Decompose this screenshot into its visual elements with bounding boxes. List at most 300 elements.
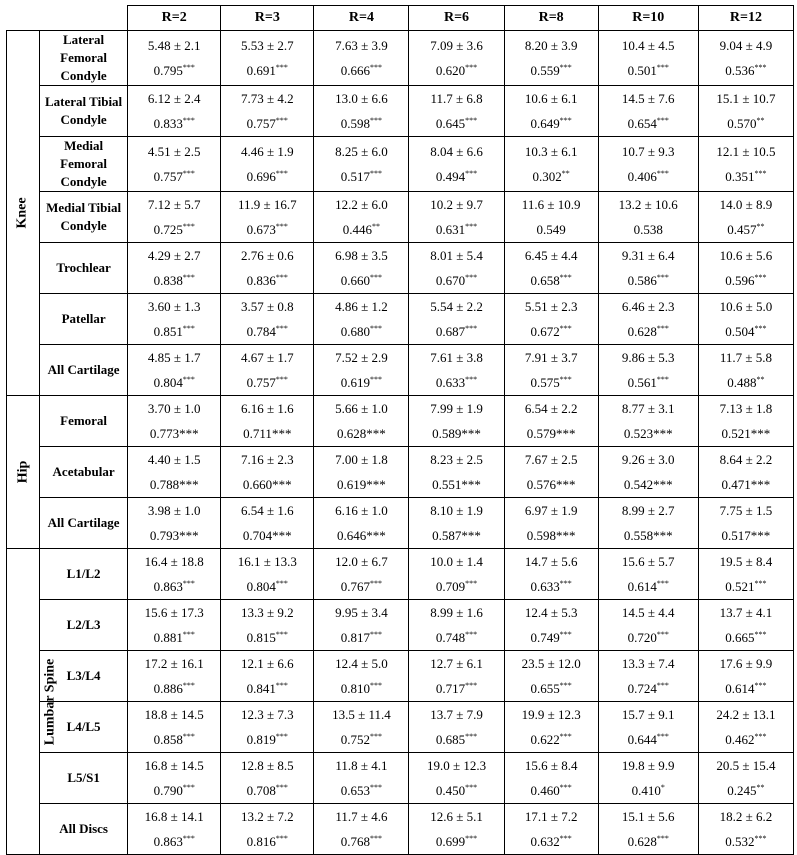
- data-cell: [598, 86, 698, 137]
- data-cell: [221, 137, 314, 192]
- table-row: [7, 31, 794, 86]
- correlation-value: 0.749: [530, 630, 560, 645]
- significance-stars: ***: [182, 324, 195, 333]
- cell-correlation: [128, 523, 220, 548]
- correlation-value: 0.757: [153, 169, 183, 184]
- table-row: [7, 396, 794, 447]
- significance-stars: ***: [656, 681, 669, 690]
- significance-stars: **: [372, 222, 381, 231]
- correlation-value: 0.752: [340, 732, 371, 747]
- significance-stars: ***: [754, 681, 767, 690]
- data-cell: [314, 294, 409, 345]
- significance-stars: ***: [275, 324, 288, 333]
- row-label: Trochlear: [40, 243, 128, 294]
- table-row: [7, 447, 794, 498]
- significance-stars: ***: [366, 426, 386, 441]
- data-cell: [504, 31, 598, 86]
- significance-stars: ***: [465, 222, 478, 231]
- data-cell: [698, 345, 793, 396]
- cell-correlation: [409, 164, 503, 189]
- cell-correlation: [599, 421, 698, 446]
- correlation-value: 0.858: [153, 732, 183, 747]
- cell-correlation: [128, 421, 220, 446]
- cell-correlation: [505, 370, 598, 395]
- cell-mean-sd: 20.5 ± 15.4: [716, 758, 776, 773]
- significance-stars: ***: [182, 63, 195, 72]
- cell-correlation: [314, 472, 408, 497]
- data-cell: [504, 345, 598, 396]
- cell-mean-sd: 10.2 ± 9.7: [430, 197, 483, 212]
- data-cell: [409, 702, 504, 753]
- row-label: L1/L2: [40, 549, 128, 600]
- correlation-value: 0.665: [725, 630, 755, 645]
- cell-mean-sd: 8.99 ± 2.7: [621, 503, 675, 518]
- cell-correlation: [599, 111, 698, 136]
- significance-stars: ***: [179, 528, 199, 543]
- correlation-value: 0.471: [721, 477, 751, 492]
- data-cell: [314, 447, 409, 498]
- cell-correlation: [409, 676, 503, 701]
- significance-stars: ***: [754, 169, 767, 178]
- cell-mean-sd: 12.1 ± 10.5: [716, 144, 776, 159]
- table-row: [7, 549, 794, 600]
- correlation-value: 0.725: [153, 222, 183, 237]
- correlation-value: 0.488: [727, 375, 757, 390]
- significance-stars: ***: [750, 426, 771, 441]
- cell-correlation: [699, 58, 793, 83]
- cell-correlation: [599, 319, 698, 344]
- cell-mean-sd: 6.45 ± 4.4: [524, 248, 578, 263]
- data-cell: [409, 549, 504, 600]
- cell-correlation: [221, 523, 313, 548]
- data-cell: [409, 31, 504, 86]
- significance-stars: ***: [656, 324, 669, 333]
- significance-stars: ***: [275, 222, 288, 231]
- cell-mean-sd: 9.31 ± 6.4: [621, 248, 675, 263]
- significance-stars: ***: [754, 579, 767, 588]
- cell-correlation: [314, 829, 408, 854]
- cell-correlation: [505, 574, 598, 599]
- cell-mean-sd: 4.29 ± 2.7: [147, 248, 201, 263]
- cell-correlation: [599, 370, 698, 395]
- correlation-value: 0.628: [627, 324, 657, 339]
- significance-stars: ***: [272, 528, 292, 543]
- cell-correlation: [314, 217, 408, 242]
- cell-correlation: [599, 58, 698, 83]
- group-label: Lumbar Spine: [42, 658, 58, 745]
- data-cell: [504, 192, 598, 243]
- group-label-cell: [7, 396, 40, 549]
- cell-correlation: [314, 319, 408, 344]
- significance-stars: ***: [559, 630, 572, 639]
- cell-mean-sd: 7.91 ± 3.7: [524, 350, 578, 365]
- table-row: [7, 345, 794, 396]
- correlation-value: 0.633: [530, 579, 560, 594]
- row-label: L2/L3: [40, 600, 128, 651]
- significance-stars: *: [660, 783, 665, 792]
- cell-correlation: [314, 625, 408, 650]
- cell-correlation: [128, 472, 220, 497]
- row-label: Medial Femoral Condyle: [40, 137, 128, 192]
- column-header: R=6: [409, 6, 504, 31]
- data-cell: [221, 804, 314, 855]
- significance-stars: ***: [656, 834, 669, 843]
- significance-stars: ***: [750, 528, 771, 543]
- cell-correlation: [505, 268, 598, 293]
- cell-correlation: [599, 523, 698, 548]
- correlation-value: 0.559: [530, 63, 560, 78]
- cell-correlation: [599, 829, 698, 854]
- table-row: [7, 753, 794, 804]
- data-cell: [128, 294, 221, 345]
- data-cell: [598, 804, 698, 855]
- correlation-value: 0.450: [435, 783, 466, 798]
- cell-mean-sd: 7.61 ± 3.8: [430, 350, 483, 365]
- data-cell: [504, 549, 598, 600]
- cell-correlation: [128, 829, 220, 854]
- significance-stars: ***: [366, 477, 386, 492]
- cell-correlation: [699, 727, 793, 752]
- data-cell: [698, 294, 793, 345]
- cell-mean-sd: 14.5 ± 4.4: [621, 605, 675, 620]
- correlation-value: 0.575: [530, 375, 560, 390]
- cell-mean-sd: 15.7 ± 9.1: [621, 707, 675, 722]
- cell-mean-sd: 12.7 ± 6.1: [430, 656, 483, 671]
- correlation-value: 0.536: [725, 63, 755, 78]
- data-cell: [128, 651, 221, 702]
- significance-stars: ***: [370, 324, 383, 333]
- cell-mean-sd: 16.8 ± 14.5: [144, 758, 204, 773]
- data-cell: [221, 498, 314, 549]
- data-cell: [598, 549, 698, 600]
- cell-mean-sd: 8.01 ± 5.4: [430, 248, 483, 263]
- cell-mean-sd: 15.1 ± 5.6: [621, 809, 675, 824]
- cell-mean-sd: 7.73 ± 4.2: [240, 91, 294, 106]
- cell-mean-sd: 13.7 ± 4.1: [719, 605, 773, 620]
- significance-stars: ***: [179, 477, 199, 492]
- correlation-value: 0.501: [627, 63, 657, 78]
- cell-mean-sd: 5.66 ± 1.0: [335, 401, 388, 416]
- row-label: Lateral Femoral Condyle: [40, 31, 128, 86]
- cell-correlation: [409, 217, 503, 242]
- cell-correlation: [314, 111, 408, 136]
- significance-stars: ***: [556, 528, 576, 543]
- cell-correlation: [699, 217, 793, 242]
- data-cell: [128, 396, 221, 447]
- cell-mean-sd: 15.1 ± 10.7: [716, 91, 776, 106]
- significance-stars: ***: [653, 477, 673, 492]
- correlation-value: 0.851: [153, 324, 183, 339]
- cell-correlation: [314, 164, 408, 189]
- data-cell: [698, 804, 793, 855]
- data-cell: [128, 192, 221, 243]
- cell-mean-sd: 12.4 ± 5.0: [335, 656, 388, 671]
- data-cell: [698, 549, 793, 600]
- correlation-value: 0.767: [340, 579, 371, 594]
- cell-correlation: [128, 370, 220, 395]
- cell-correlation: [599, 676, 698, 701]
- cell-correlation: [128, 268, 220, 293]
- correlation-value: 0.816: [246, 834, 276, 849]
- cell-correlation: [221, 676, 313, 701]
- results-table: [6, 5, 794, 855]
- significance-stars: ***: [370, 579, 383, 588]
- table-row: [7, 192, 794, 243]
- cell-correlation: [409, 319, 503, 344]
- data-cell: [409, 447, 504, 498]
- correlation-value: 0.614: [627, 579, 657, 594]
- table-row: [7, 243, 794, 294]
- data-cell: [221, 192, 314, 243]
- cell-correlation: [505, 472, 598, 497]
- correlation-value: 0.717: [435, 681, 466, 696]
- significance-stars: ***: [656, 375, 669, 384]
- correlation-value: 0.561: [627, 375, 657, 390]
- cell-mean-sd: 3.98 ± 1.0: [147, 503, 201, 518]
- correlation-value: 0.795: [153, 63, 183, 78]
- cell-correlation: [221, 574, 313, 599]
- cell-mean-sd: 10.6 ± 5.0: [719, 299, 773, 314]
- correlation-value: 0.406: [627, 169, 657, 184]
- data-cell: [698, 86, 793, 137]
- data-cell: [221, 396, 314, 447]
- correlation-value: 0.598: [526, 528, 556, 543]
- correlation-value: 0.788: [149, 477, 180, 492]
- significance-stars: ***: [275, 681, 288, 690]
- data-cell: [598, 294, 698, 345]
- correlation-value: 0.598: [340, 116, 371, 131]
- significance-stars: ***: [370, 783, 383, 792]
- significance-stars: ***: [370, 834, 383, 843]
- data-cell: [504, 753, 598, 804]
- cell-mean-sd: 2.76 ± 0.6: [240, 248, 294, 263]
- cell-mean-sd: 11.7 ± 6.8: [430, 91, 483, 106]
- cell-mean-sd: 9.86 ± 5.3: [621, 350, 675, 365]
- cell-mean-sd: 4.40 ± 1.5: [147, 452, 201, 467]
- cell-correlation: [314, 574, 408, 599]
- correlation-value: 0.654: [627, 116, 657, 131]
- data-cell: [698, 447, 793, 498]
- cell-correlation: [505, 217, 598, 242]
- significance-stars: ***: [275, 273, 288, 282]
- significance-stars: ***: [559, 116, 572, 125]
- cell-mean-sd: 5.51 ± 2.3: [524, 299, 578, 314]
- data-cell: [314, 137, 409, 192]
- cell-mean-sd: 5.48 ± 2.1: [147, 38, 201, 53]
- data-cell: [128, 600, 221, 651]
- cell-mean-sd: 3.70 ± 1.0: [147, 401, 201, 416]
- cell-correlation: [599, 472, 698, 497]
- data-cell: [598, 192, 698, 243]
- significance-stars: ***: [179, 426, 199, 441]
- cell-mean-sd: 8.20 ± 3.9: [524, 38, 578, 53]
- correlation-value: 0.696: [246, 169, 276, 184]
- table-row: [7, 600, 794, 651]
- significance-stars: ***: [370, 732, 383, 741]
- data-cell: [409, 294, 504, 345]
- data-cell: [314, 396, 409, 447]
- cell-correlation: [221, 829, 313, 854]
- correlation-value: 0.579: [526, 426, 556, 441]
- cell-mean-sd: 19.5 ± 8.4: [719, 554, 773, 569]
- data-cell: [314, 345, 409, 396]
- cell-mean-sd: 14.0 ± 8.9: [719, 197, 773, 212]
- data-cell: [504, 137, 598, 192]
- correlation-value: 0.633: [435, 375, 466, 390]
- cell-correlation: [505, 164, 598, 189]
- data-cell: [314, 192, 409, 243]
- data-cell: [409, 498, 504, 549]
- cell-correlation: [699, 164, 793, 189]
- column-header: R=2: [128, 6, 221, 31]
- data-cell: [598, 31, 698, 86]
- cell-mean-sd: 13.3 ± 7.4: [621, 656, 675, 671]
- correlation-value: 0.810: [340, 681, 371, 696]
- correlation-value: 0.644: [627, 732, 657, 747]
- significance-stars: ***: [465, 732, 478, 741]
- cell-correlation: [128, 217, 220, 242]
- data-cell: [221, 31, 314, 86]
- significance-stars: ***: [465, 273, 478, 282]
- data-cell: [409, 396, 504, 447]
- cell-mean-sd: 4.46 ± 1.9: [240, 144, 294, 159]
- data-cell: [698, 600, 793, 651]
- significance-stars: ***: [366, 528, 386, 543]
- cell-correlation: [505, 676, 598, 701]
- data-cell: [221, 447, 314, 498]
- significance-stars: ***: [465, 630, 478, 639]
- cell-mean-sd: 7.00 ± 1.8: [335, 452, 388, 467]
- cell-mean-sd: 24.2 ± 13.1: [716, 707, 776, 722]
- significance-stars: ***: [465, 169, 478, 178]
- cell-mean-sd: 6.54 ± 2.2: [524, 401, 578, 416]
- data-cell: [221, 549, 314, 600]
- significance-stars: ***: [656, 732, 669, 741]
- data-cell: [221, 86, 314, 137]
- significance-stars: ***: [465, 375, 478, 384]
- data-cell: [314, 86, 409, 137]
- cell-mean-sd: 6.16 ± 1.6: [240, 401, 294, 416]
- cell-correlation: [314, 778, 408, 803]
- correlation-value: 0.517: [721, 528, 751, 543]
- correlation-value: 0.549: [536, 222, 566, 237]
- cell-mean-sd: 8.10 ± 1.9: [430, 503, 483, 518]
- table-row: [7, 86, 794, 137]
- cell-correlation: [505, 523, 598, 548]
- cell-mean-sd: 14.5 ± 7.6: [621, 91, 675, 106]
- table-row: [7, 702, 794, 753]
- significance-stars: ***: [370, 169, 383, 178]
- data-cell: [504, 702, 598, 753]
- significance-stars: ***: [275, 63, 288, 72]
- significance-stars: ***: [275, 732, 288, 741]
- significance-stars: ***: [559, 375, 572, 384]
- significance-stars: ***: [182, 630, 195, 639]
- cell-correlation: [505, 829, 598, 854]
- data-cell: [698, 498, 793, 549]
- significance-stars: ***: [461, 477, 481, 492]
- data-cell: [504, 804, 598, 855]
- table-row: [7, 804, 794, 855]
- cell-mean-sd: 5.54 ± 2.2: [430, 299, 483, 314]
- row-label: Patellar: [40, 294, 128, 345]
- cell-mean-sd: 7.16 ± 2.3: [240, 452, 294, 467]
- data-cell: [409, 600, 504, 651]
- cell-mean-sd: 7.12 ± 5.7: [147, 197, 201, 212]
- cell-mean-sd: 7.67 ± 2.5: [524, 452, 578, 467]
- significance-stars: ***: [559, 324, 572, 333]
- significance-stars: ***: [656, 630, 669, 639]
- row-label: L4/L5: [40, 702, 128, 753]
- cell-mean-sd: 7.52 ± 2.9: [335, 350, 388, 365]
- group-label-cell: [7, 31, 40, 396]
- data-cell: [698, 396, 793, 447]
- cell-correlation: [128, 676, 220, 701]
- data-cell: [698, 702, 793, 753]
- significance-stars: ***: [182, 834, 195, 843]
- significance-stars: ***: [559, 834, 572, 843]
- significance-stars: ***: [182, 375, 195, 384]
- significance-stars: ***: [556, 426, 576, 441]
- cell-correlation: [221, 421, 313, 446]
- correlation-value: 0.666: [340, 63, 371, 78]
- table-row: [7, 651, 794, 702]
- correlation-value: 0.685: [435, 732, 466, 747]
- cell-mean-sd: 13.7 ± 7.9: [430, 707, 483, 722]
- significance-stars: ***: [465, 63, 478, 72]
- cell-correlation: [699, 574, 793, 599]
- cell-mean-sd: 3.57 ± 0.8: [240, 299, 294, 314]
- data-cell: [504, 86, 598, 137]
- significance-stars: ***: [465, 681, 478, 690]
- cell-correlation: [128, 58, 220, 83]
- correlation-value: 0.708: [246, 783, 276, 798]
- correlation-value: 0.804: [246, 579, 276, 594]
- data-cell: [128, 549, 221, 600]
- cell-correlation: [314, 676, 408, 701]
- correlation-value: 0.784: [246, 324, 276, 339]
- data-cell: [221, 651, 314, 702]
- cell-correlation: [505, 111, 598, 136]
- cell-correlation: [409, 625, 503, 650]
- correlation-value: 0.410: [631, 783, 661, 798]
- data-cell: [698, 137, 793, 192]
- cell-mean-sd: 12.4 ± 5.3: [524, 605, 578, 620]
- cell-mean-sd: 7.63 ± 3.9: [335, 38, 388, 53]
- cell-correlation: [128, 574, 220, 599]
- correlation-value: 0.645: [435, 116, 466, 131]
- cell-mean-sd: 4.86 ± 1.2: [335, 299, 388, 314]
- cell-correlation: [128, 164, 220, 189]
- cell-mean-sd: 13.0 ± 6.6: [335, 91, 388, 106]
- significance-stars: ***: [370, 116, 383, 125]
- cell-mean-sd: 3.60 ± 1.3: [147, 299, 201, 314]
- correlation-value: 0.523: [623, 426, 654, 441]
- cell-correlation: [599, 574, 698, 599]
- cell-correlation: [699, 472, 793, 497]
- significance-stars: ***: [465, 579, 478, 588]
- cell-correlation: [221, 778, 313, 803]
- correlation-value: 0.521: [721, 426, 751, 441]
- cell-mean-sd: 10.0 ± 1.4: [430, 554, 483, 569]
- cell-mean-sd: 8.77 ± 3.1: [621, 401, 675, 416]
- correlation-value: 0.538: [633, 222, 663, 237]
- cell-correlation: [599, 268, 698, 293]
- cell-correlation: [314, 58, 408, 83]
- correlation-value: 0.793: [149, 528, 180, 543]
- significance-stars: ***: [182, 116, 195, 125]
- correlation-value: 0.570: [727, 116, 757, 131]
